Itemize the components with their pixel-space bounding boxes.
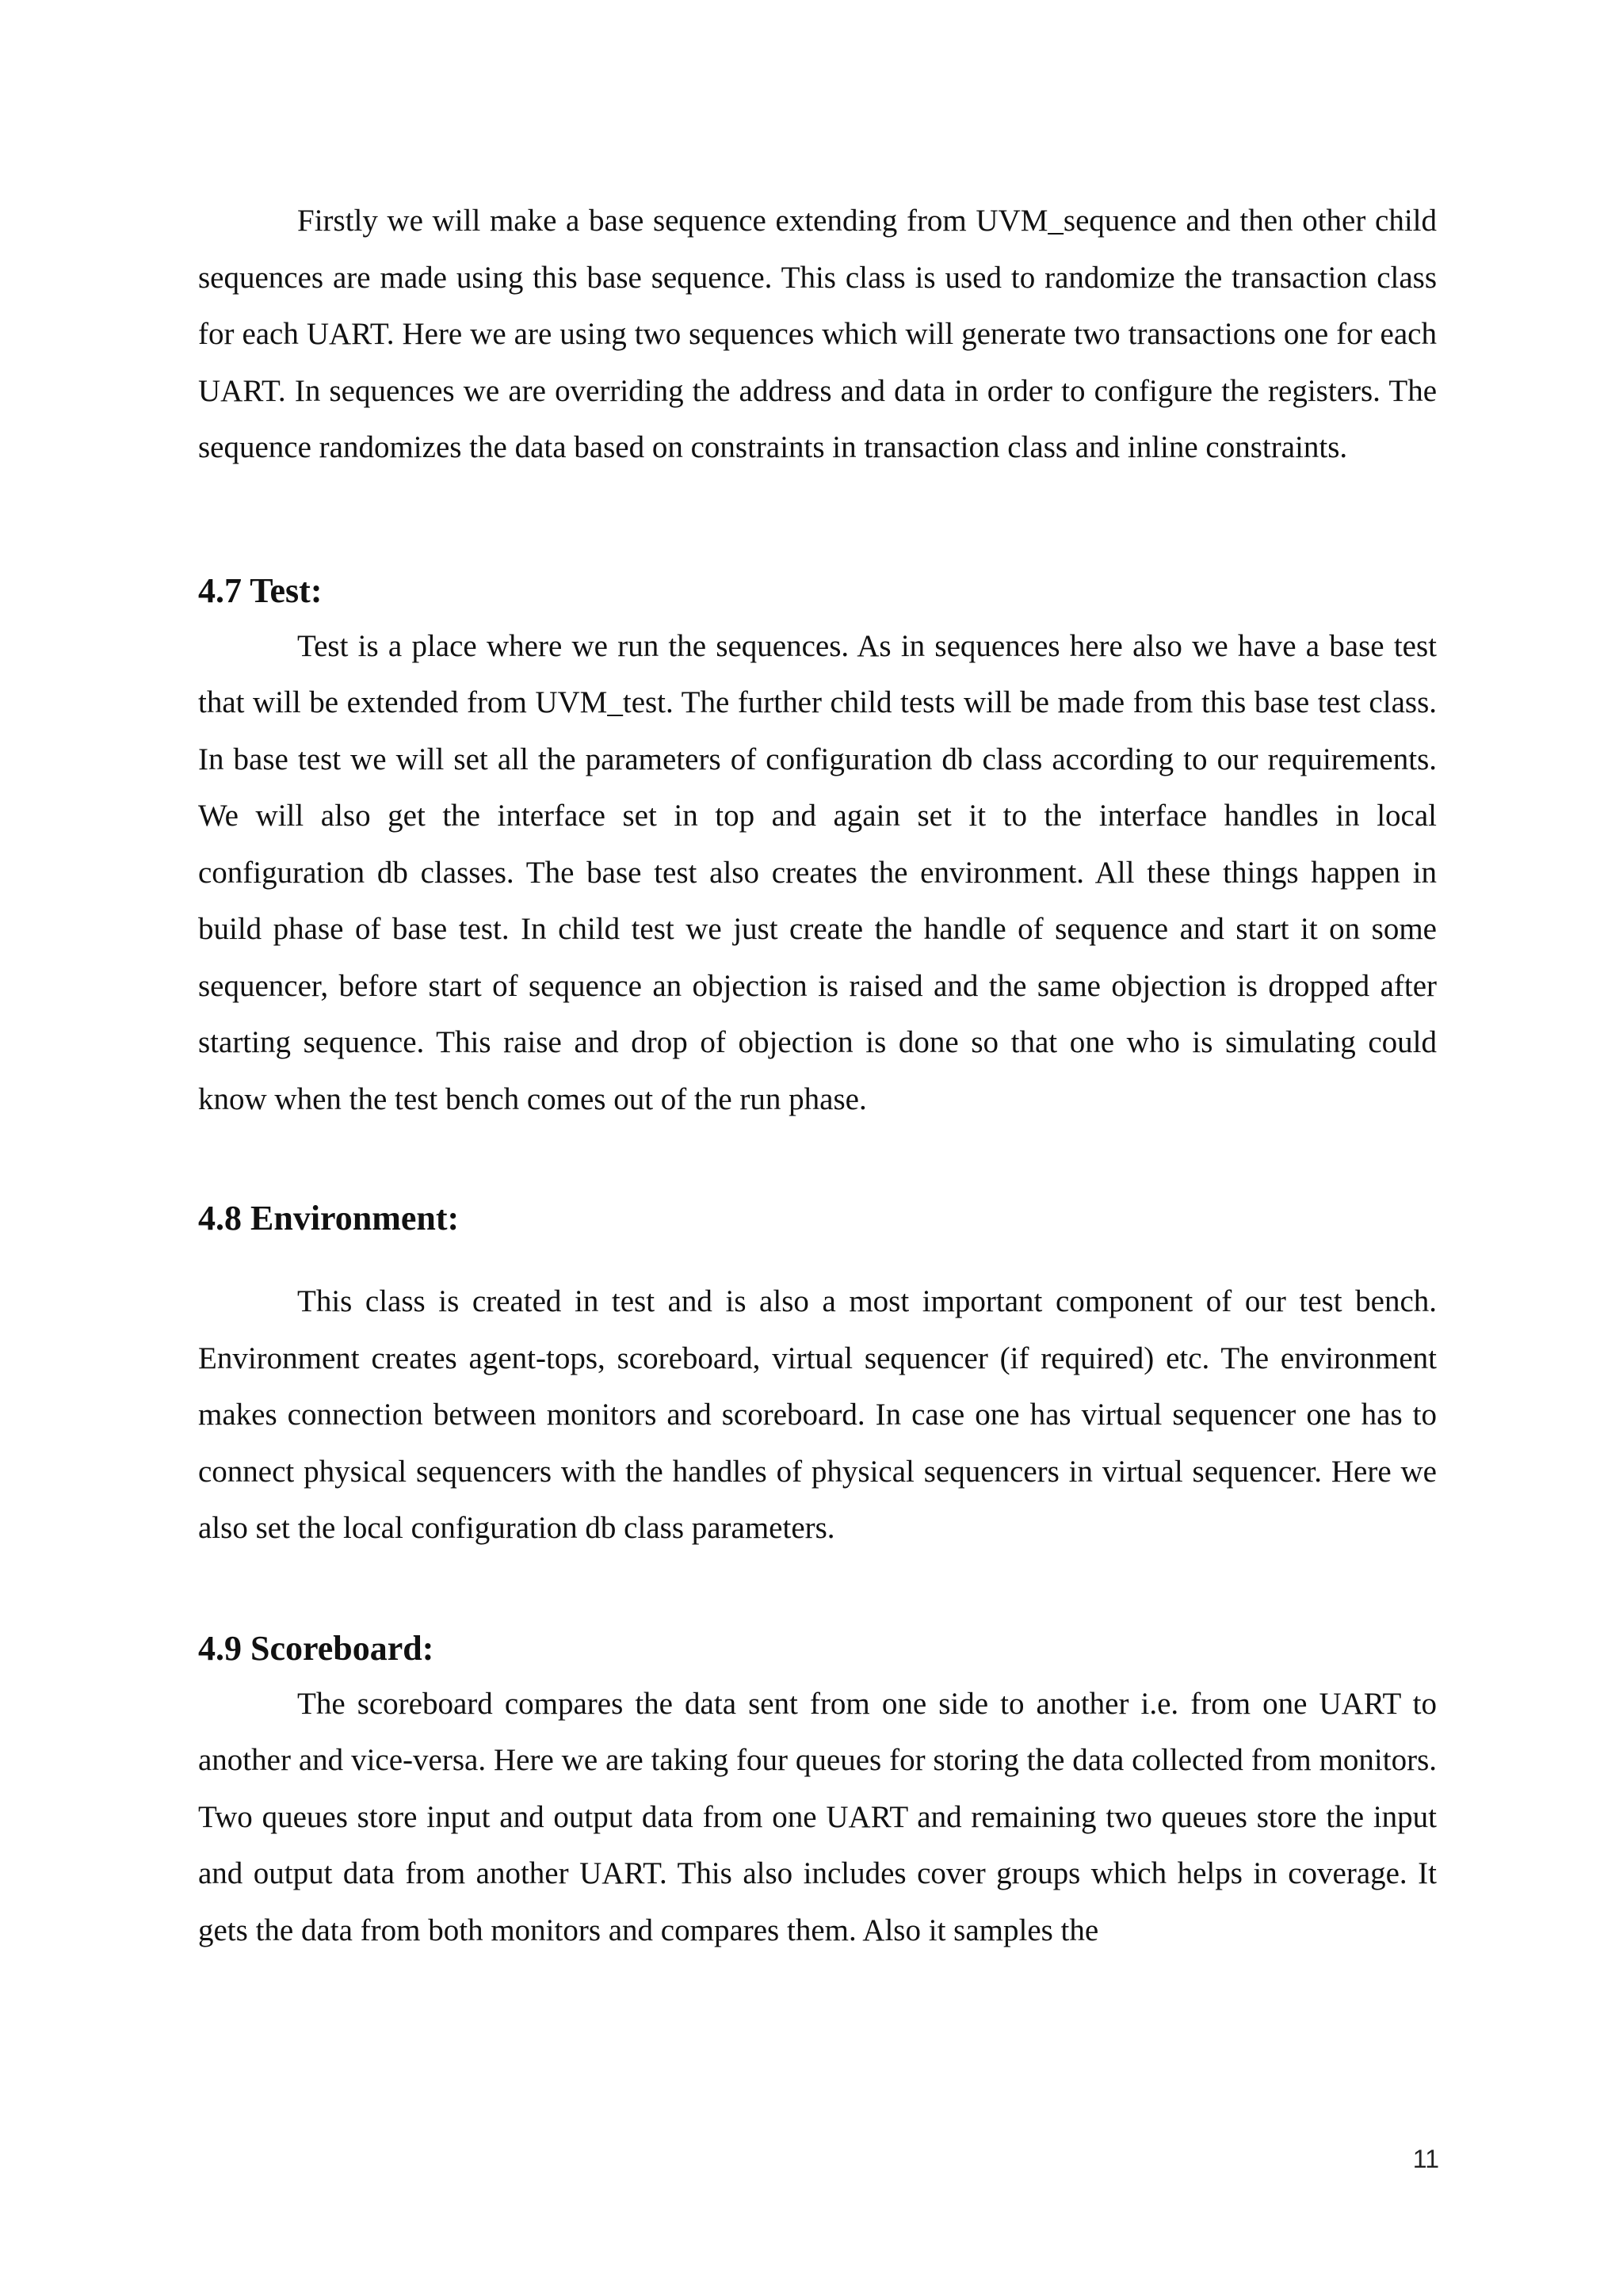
section-heading-environment: 4.8 Environment: <box>198 1199 460 1238</box>
section-heading-test: 4.7 Test: <box>198 570 323 610</box>
section-heading-scoreboard: 4.9 Scoreboard: <box>198 1628 434 1668</box>
test-paragraph: Test is a place where we run the sequences. As in sequences here also we have a base test that will be extended from UVM_test. The further child tests will be made from this base test class. In base test we will set all the parameters of configuration db class according to our requirements. We will also get the interface set in top and again set it to the interface handles in local configuration db classes. The base test also creates the environment. All these things happen in build phase of base test. In child test we just create the handle of sequence and start it on some sequencer, before start of sequence an objection is raised and the same objection is dropped after starting sequence. This raise and drop of objection is done so that one who is simulating could know when the test bench comes out of the run phase. <box>198 628 1437 1116</box>
environment-paragraph: This class is created in test and is also a most important component of our test bench. Environment creates agent-tops, scoreboard, virtual sequencer (if required) etc. The environment makes connection between monitors and scoreboard. In case one has virtual sequencer one has to connect physical sequencers with the handles of physical sequencers in virtual sequencer. Here we also set the local configuration db class parameters. <box>198 1284 1437 1545</box>
scoreboard-paragraph: The scoreboard compares the data sent from one side to another i.e. from one UART to another and vice-versa. Here we are taking four queues for storing the data collected from monitors. Two queues store input and output data from one UART and remaining two queues store the input and output data from another UART. This also includes cover groups which helps in coverage. It gets the data from both monitors and compares them. Also it samples the <box>198 1686 1437 1947</box>
page-body <box>198 193 1437 1958</box>
page-number: 11 <box>1412 2145 1439 2173</box>
intro-paragraph: Firstly we will make a base sequence extending from UVM_sequence and then other child sequences are made using this base sequence. This class is used to randomize the transaction class for each UART. Here we are using two sequences which will generate two transactions one for each UART. In sequences we are overriding the address and data in order to configure the registers. The sequence randomizes the data based on constraints in transaction class and inline constraints. <box>198 204 1437 464</box>
